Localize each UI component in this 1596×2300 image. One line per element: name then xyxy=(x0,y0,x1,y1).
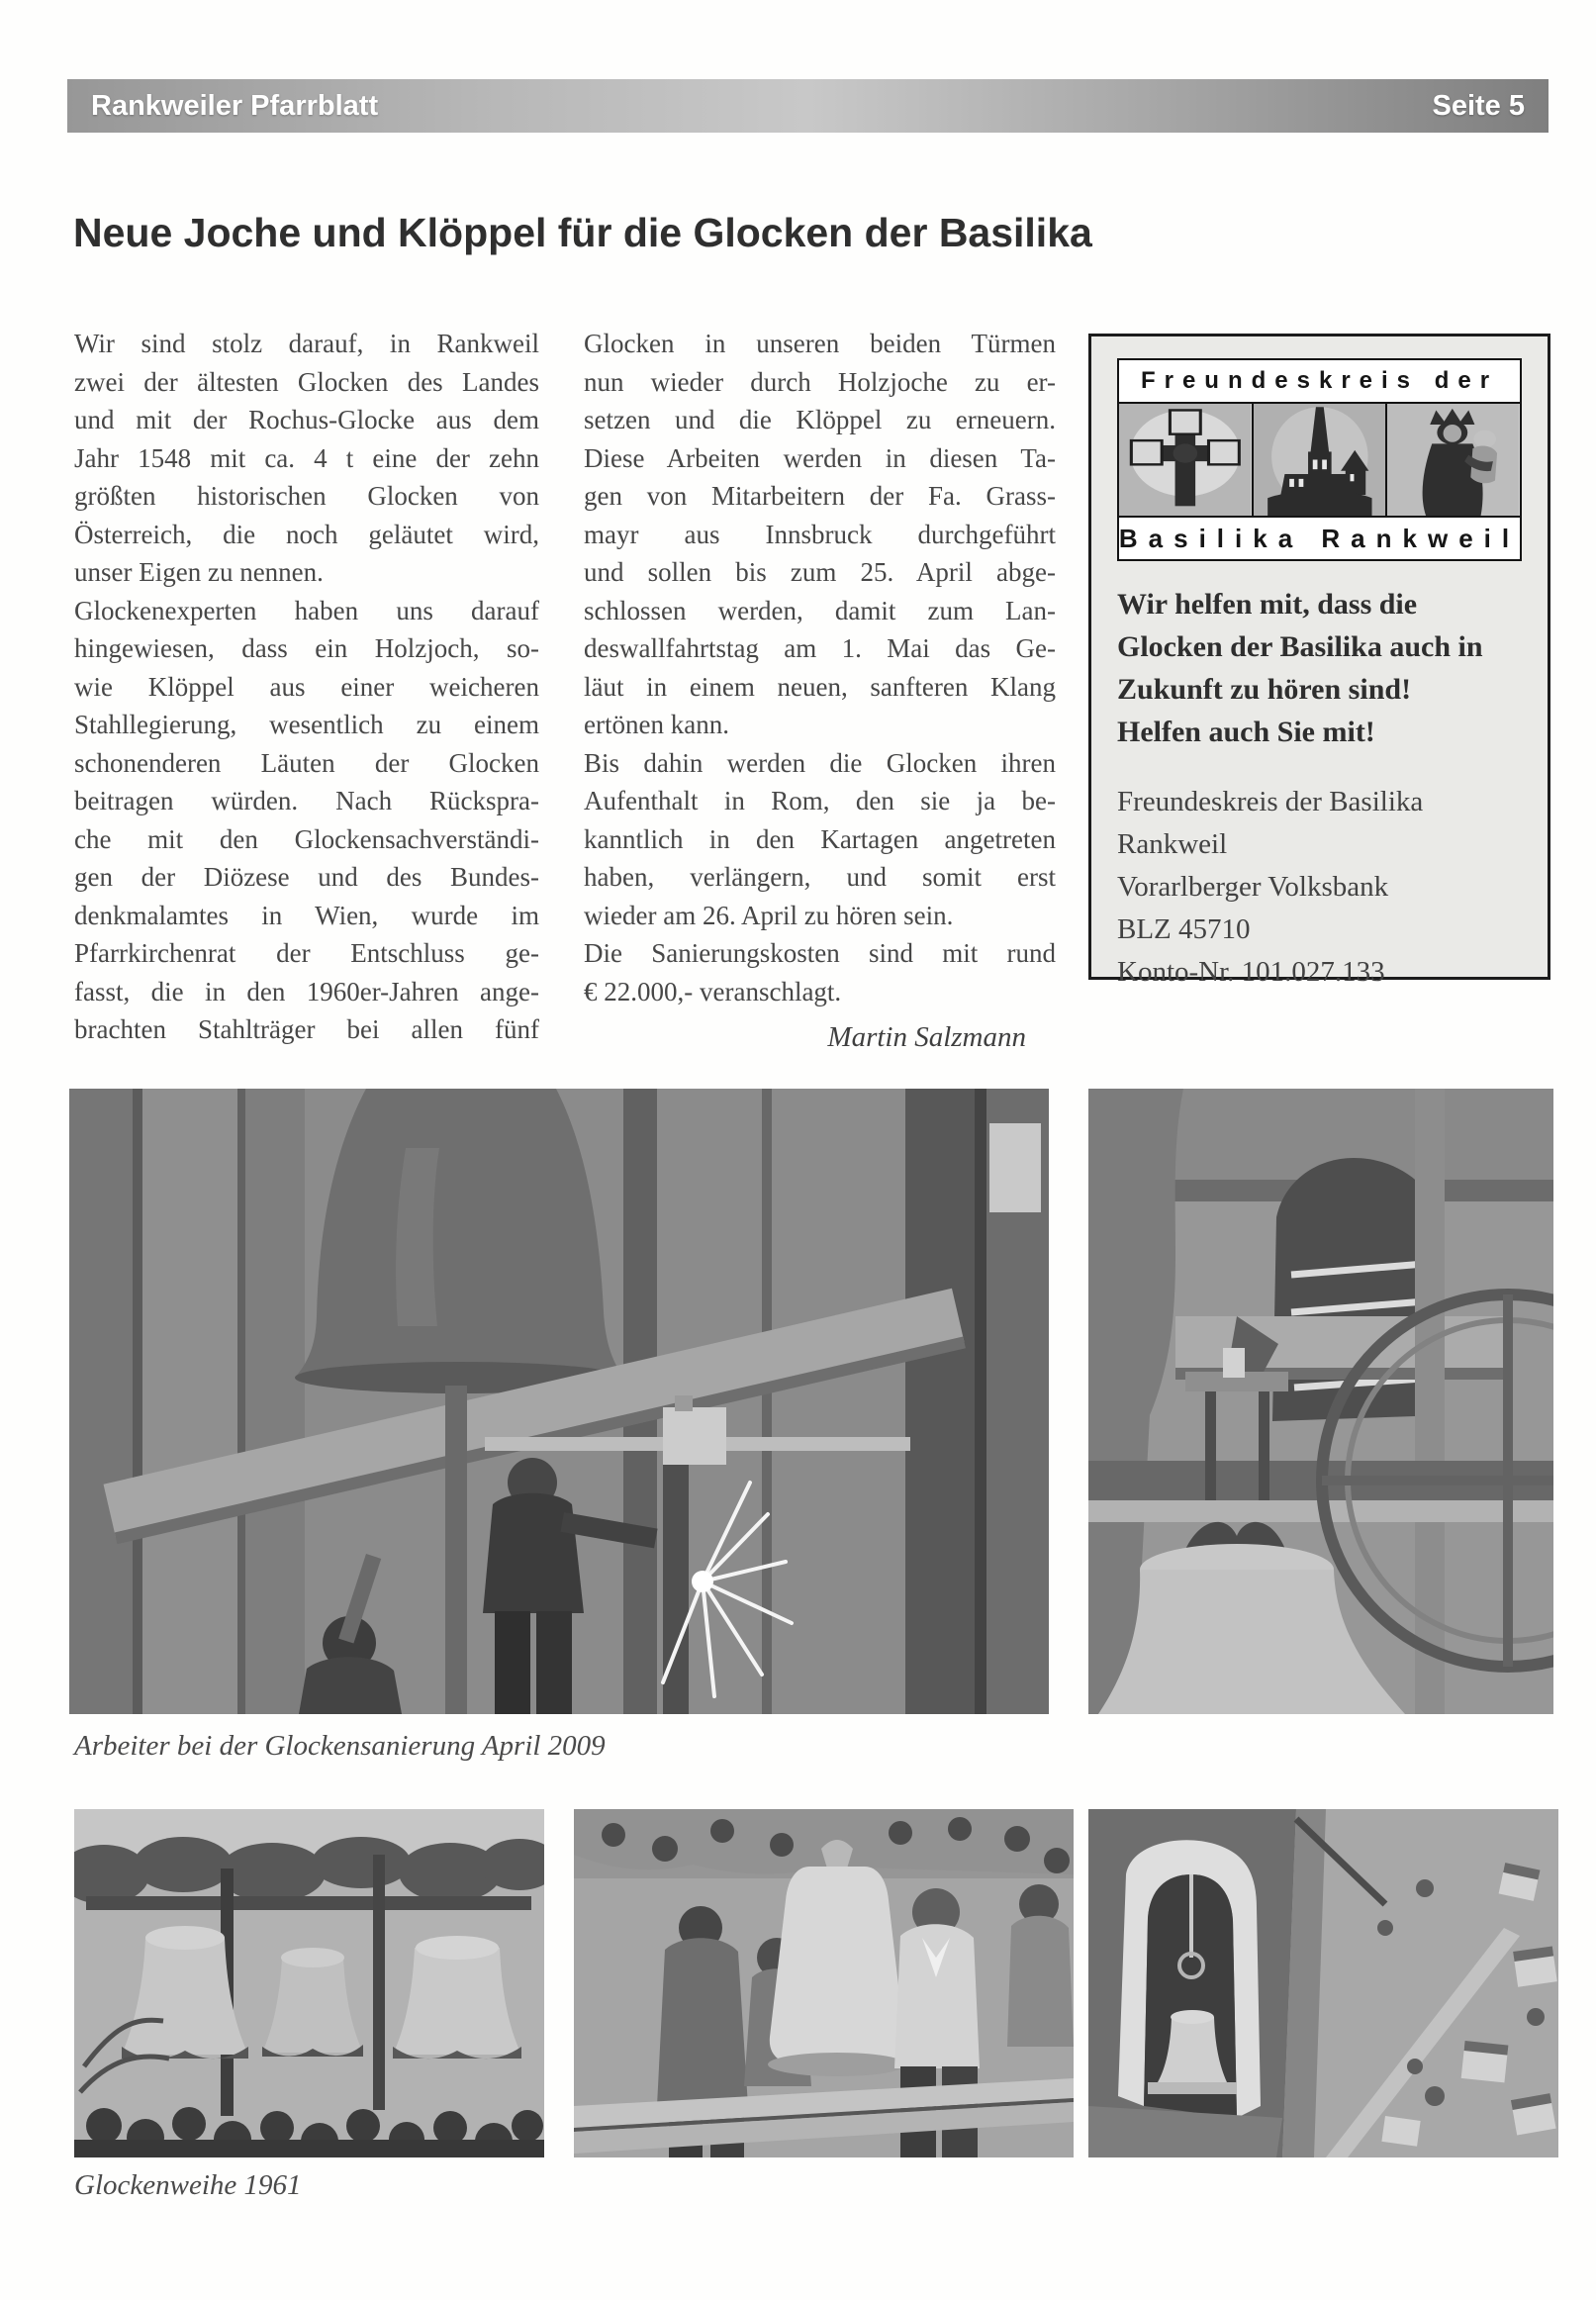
text-line: Glocken der Basilika auch in xyxy=(1117,630,1483,663)
donation-box xyxy=(1088,334,1550,988)
text-line: ertönen kann. xyxy=(584,710,729,739)
text-line: schonenderen Läuten der Glocken xyxy=(74,747,539,778)
text-line: Vorarlberger Volksbank xyxy=(1117,871,1389,903)
author-signature: Martin Salzmann xyxy=(827,1021,1026,1053)
text-line: Glockenexperten haben uns darauf xyxy=(74,595,539,625)
freundeskreis-logo xyxy=(1117,358,1522,561)
logo-bottom-band: Basilika Rankweil xyxy=(1119,516,1520,559)
photo-bell-on-cart xyxy=(574,1809,1074,2157)
text-line: deswallfahrtstag am 1. Mai das Ge- xyxy=(584,633,1056,663)
text-line: nun wieder durch Holzjoche zu er- xyxy=(584,366,1056,397)
text-line: Bis dahin werden die Glocken ihren xyxy=(584,747,1056,778)
text-line: Stahllegierung, wesentlich zu einem xyxy=(74,710,539,739)
bank-details xyxy=(1117,781,1522,994)
text-line: € 22.000,- veranschlagt. xyxy=(584,976,842,1006)
text-line: fasst, die in den 1960er-Jahren ange- xyxy=(74,976,539,1006)
text-line: und mit der Rochus-Glocke aus dem xyxy=(74,405,539,434)
text-line: che mit den Glockensachverständi- xyxy=(74,823,539,854)
text-line: zwei der ältesten Glocken des Landes xyxy=(74,366,539,397)
photo-bell-hoisted-over-village xyxy=(1088,1809,1558,2157)
text-line: und sollen bis zum 25. April abge- xyxy=(584,557,1056,587)
text-line: kanntlich in den Kartagen angetreten xyxy=(584,823,1056,854)
text-line: wieder am 26. April zu hören sein. xyxy=(584,900,954,930)
text-line: Pfarrkirchenrat der Entschluss ge- xyxy=(74,938,539,968)
basilica-icon xyxy=(1252,404,1386,516)
caption-consecration: Glockenweihe 1961 xyxy=(74,2169,302,2201)
madonna-icon xyxy=(1385,404,1520,516)
text-line: Freundeskreis der Basilika Rankweil xyxy=(1117,786,1424,860)
text-line: Diese Arbeiten werden in diesen Ta- xyxy=(584,442,1056,473)
text-line: mayr aus Innsbruck durchgeführt xyxy=(584,519,1056,549)
article-title: Neue Joche und Klöppel für die Glocken der Basilika xyxy=(73,210,1092,255)
text-line: Österreich, die noch geläutet wird, xyxy=(74,519,539,549)
page-number: Seite 5 xyxy=(1432,89,1525,122)
text-line: gen der Diözese und des Bundes- xyxy=(74,862,539,892)
text-line: Glocken in unseren beiden Türmen xyxy=(584,329,1056,358)
header-bar xyxy=(67,79,1549,133)
text-line: größten historischen Glocken von xyxy=(74,481,539,511)
text-line: Helfen auch Sie mit! xyxy=(1117,716,1375,748)
column-2-text xyxy=(584,325,1056,1010)
text-line: hingewiesen, dass ein Holzjoch, so- xyxy=(74,633,539,663)
photo-bell-restoration xyxy=(69,1089,1049,1714)
text-line: Die Sanierungskosten sind mit rund xyxy=(584,938,1056,968)
text-line: unser Eigen zu nennen. xyxy=(74,557,324,587)
text-line: brachten Stahlträger bei allen fünf xyxy=(74,1014,539,1044)
text-line: Konto-Nr. 101.027.133 xyxy=(1117,956,1385,988)
text-line: Aufenthalt in Rom, den sie ja be- xyxy=(584,786,1056,815)
photo-decorated-bells xyxy=(74,1809,544,2157)
text-line: beitragen würden. Nach Rückspra- xyxy=(74,786,539,815)
text-line: gen von Mitarbeitern der Fa. Grass- xyxy=(584,481,1056,511)
article-column-2 xyxy=(584,325,1056,1057)
text-line: Jahr 1548 mit ca. 4 t eine der zehn xyxy=(74,442,539,473)
text-line: läut in einem neuen, sanfteren Klang xyxy=(584,671,1056,702)
text-line: Wir helfen mit, dass die xyxy=(1117,588,1418,621)
logo-panels xyxy=(1119,404,1520,516)
text-line: haben, verlängern, und somit erst xyxy=(584,862,1056,892)
logo-top-band: Freundeskreis der xyxy=(1119,360,1520,404)
text-line: Wir sind stolz darauf, in Rankweil xyxy=(74,329,539,358)
newsletter-name: Rankweiler Pfarrblatt xyxy=(91,89,379,122)
photo-bell-and-wheel xyxy=(1088,1089,1553,1714)
article-column-1 xyxy=(74,325,539,1049)
cross-icon xyxy=(1119,404,1252,516)
text-line: wie Klöppel aus einer weicheren xyxy=(74,671,539,702)
appeal-text xyxy=(1117,583,1522,753)
text-line: BLZ 45710 xyxy=(1117,913,1251,945)
text-line: Zukunft zu hören sind! xyxy=(1117,673,1412,706)
text-line: schlossen werden, damit zum Lan- xyxy=(584,595,1056,625)
caption-restoration: Arbeiter bei der Glockensanierung April 2009 xyxy=(74,1730,606,1762)
text-line: setzen und die Klöppel zu erneuern. xyxy=(584,405,1056,434)
text-line: denkmalamtes in Wien, wurde im xyxy=(74,900,539,930)
